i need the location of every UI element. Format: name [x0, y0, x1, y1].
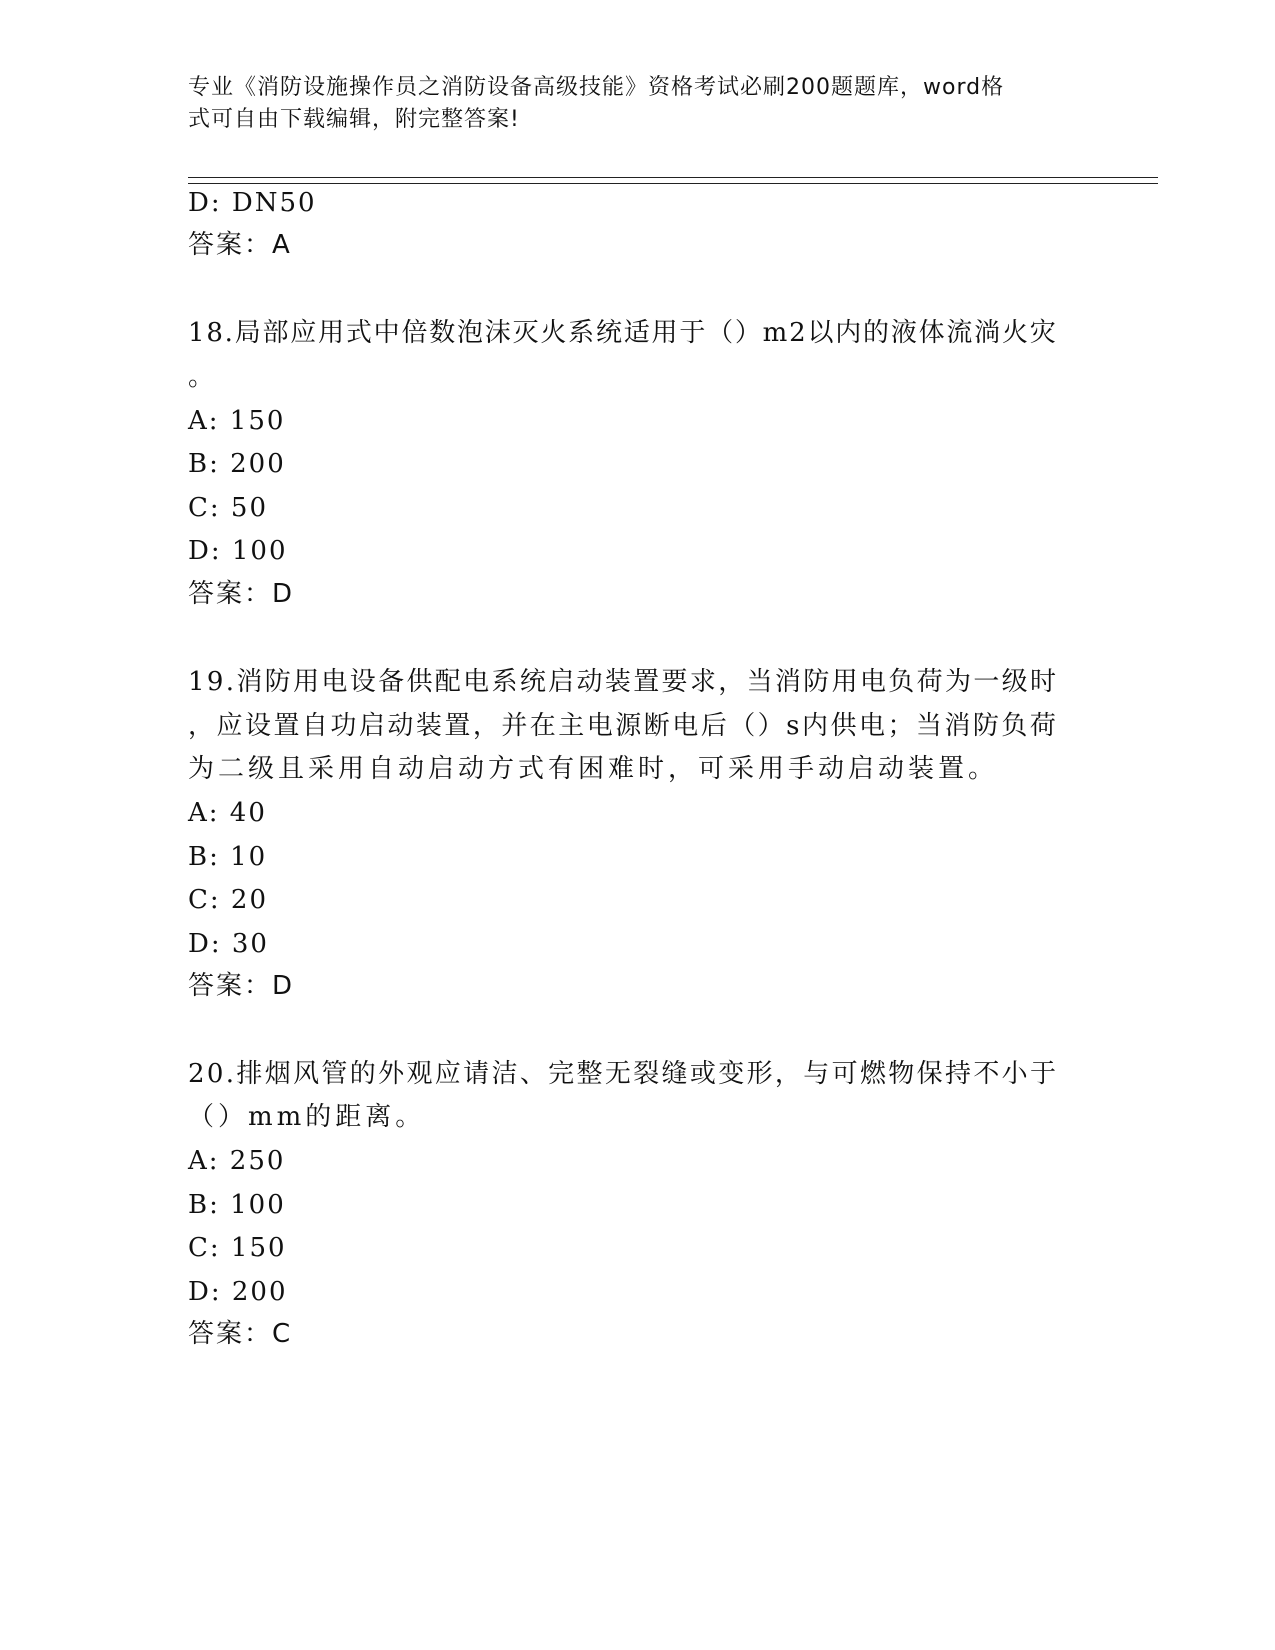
option-d: D: 200 — [188, 1277, 288, 1307]
question-stem-line: ，应设置自功启动装置，并在主电源断电后（）s内供电；当消防负荷 — [188, 711, 1059, 741]
option-a: A: 40 — [188, 798, 267, 828]
answer: 答案：D — [188, 971, 295, 1001]
header-line-1: 专业《消防设施操作员之消防设备高级技能》资格考试必刷200题题库，word格 — [188, 75, 1005, 100]
prev-option-d: D: DN50 — [188, 188, 317, 218]
option-c: C: 50 — [188, 493, 269, 523]
answer: 答案：D — [188, 579, 295, 609]
question-stem-line: 为二级且采用自动启动方式有困难时，可采用手动启动装置。 — [188, 754, 999, 784]
option-a: A: 150 — [188, 406, 286, 436]
option-b: B: 10 — [188, 842, 268, 872]
option-c: C: 150 — [188, 1233, 287, 1263]
header-line-2: 式可自由下载编辑，附完整答案! — [188, 107, 520, 132]
option-a: A: 250 — [188, 1146, 286, 1176]
question-stem-line: 。 — [188, 362, 219, 392]
option-b: B: 200 — [188, 449, 286, 479]
document-header — [188, 72, 1068, 136]
header-divider-bottom — [188, 183, 1158, 184]
option-d: D: 100 — [188, 536, 288, 566]
answer: 答案：C — [188, 1319, 293, 1349]
option-d: D: 30 — [188, 929, 269, 959]
question-stem-line: （）mm的距离。 — [188, 1102, 426, 1132]
header-divider-top — [188, 177, 1158, 178]
question-stem-line: 19.消防用电设备供配电系统启动装置要求，当消防用电负荷为一级时 — [188, 667, 1059, 697]
question-stem-line: 18.局部应用式中倍数泡沫灭火系统适用于（）m2以内的液体流淌火灾 — [188, 318, 1058, 348]
question-stem-line: 20.排烟风管的外观应请洁、完整无裂缝或变形，与可燃物保持不小于 — [188, 1059, 1059, 1089]
option-c: C: 20 — [188, 885, 269, 915]
option-b: B: 100 — [188, 1190, 286, 1220]
prev-answer: 答案：A — [188, 230, 292, 260]
